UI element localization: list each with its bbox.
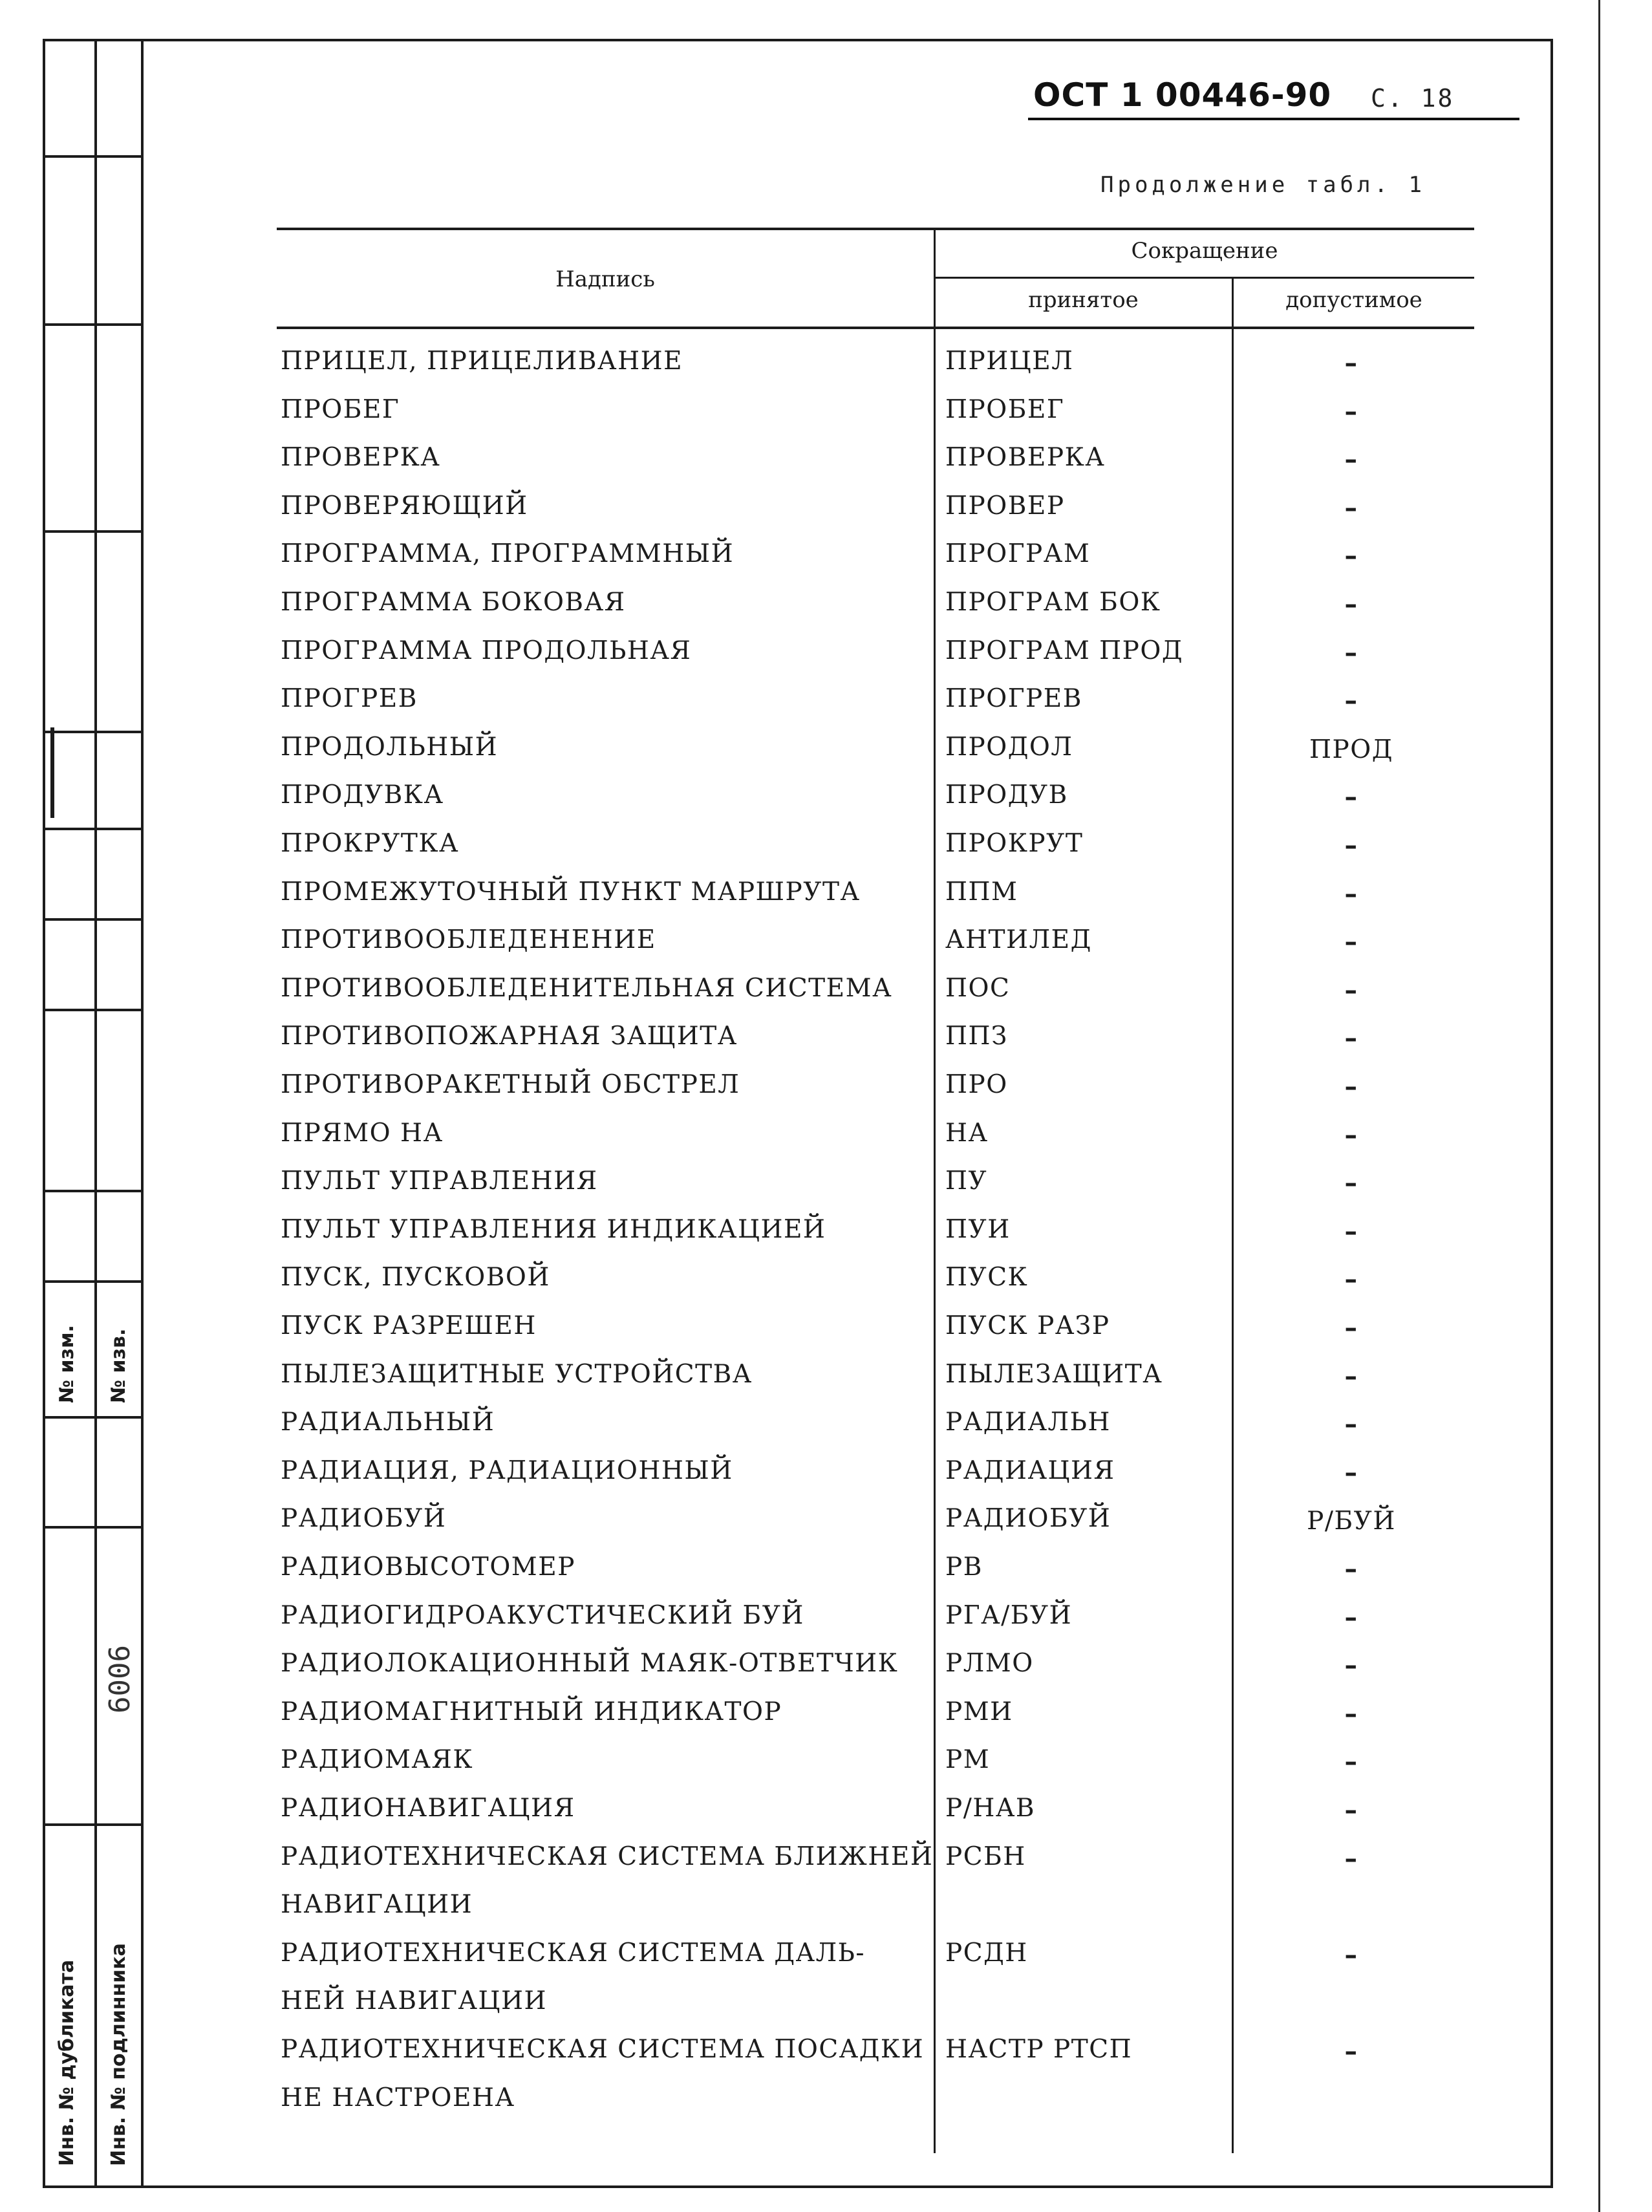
row-inscription: ПРОТИВОПОЖАРНАЯ ЗАЩИТА [281, 1022, 738, 1051]
row-accepted-abbreviation: ПРОБЕГ [945, 394, 1065, 424]
row-allowed-abbreviation: – [1344, 1458, 1358, 1488]
row-inscription: ПУСК РАЗРЕШЕН [281, 1311, 537, 1340]
row-inscription: ПРЯМО НА [281, 1118, 444, 1148]
row-inscription: РАДИОВЫСОТОМЕР [281, 1552, 575, 1582]
row-inscription: ПРОВЕРКА [281, 443, 441, 473]
row-allowed-abbreviation: – [1344, 1603, 1358, 1633]
row-allowed-abbreviation: – [1344, 542, 1358, 572]
row-accepted-abbreviation: ПРОВЕР [945, 491, 1065, 521]
row-inscription: ПРОМЕЖУТОЧНЫЙ ПУНКТ МАРШРУТА [281, 877, 861, 907]
row-allowed-abbreviation: – [1344, 397, 1358, 427]
row-allowed-abbreviation: – [1344, 1217, 1358, 1247]
document-code: ОСТ 1 00446-90 [1033, 76, 1332, 114]
row-accepted-abbreviation: ПРОДУВ [945, 780, 1068, 810]
row-allowed-abbreviation: – [1344, 783, 1358, 813]
row-inscription: РАДИОТЕХНИЧЕСКАЯ СИСТЕМА БЛИЖНЕЙ [281, 1842, 934, 1871]
row-accepted-abbreviation: ПРОГРЕВ [945, 684, 1082, 714]
row-accepted-abbreviation: ПРО [945, 1070, 1008, 1099]
row-accepted-abbreviation: РМ [945, 1745, 991, 1775]
inventory-number: 6006 [103, 1645, 136, 1713]
header-underline [1028, 118, 1519, 120]
margin-outer-line [43, 39, 45, 2187]
row-inscription: РАДИОЛОКАЦИОННЫЙ МАЯК-ОТВЕТЧИК [281, 1649, 899, 1679]
row-inscription: ПРОДОЛЬНЫЙ [281, 732, 499, 762]
row-inscription: ПРОГРАММА ПРОДОЛЬНАЯ [281, 636, 692, 665]
row-accepted-abbreviation: АНТИЛЕД [945, 925, 1092, 955]
row-accepted-abbreviation: ПРОДОЛ [945, 732, 1073, 762]
page-number: С. 18 [1371, 84, 1455, 113]
row-accepted-abbreviation: ПОС [945, 973, 1011, 1003]
row-allowed-abbreviation: – [1344, 1314, 1358, 1343]
row-allowed-abbreviation: – [1344, 1024, 1358, 1054]
row-allowed-abbreviation: – [1344, 638, 1358, 668]
row-accepted-abbreviation: ПРОГРАМ БОК [945, 588, 1161, 617]
duplicate-inventory-label: Инв. № дубликата [56, 1959, 78, 2166]
row-inscription: РАДИАЛЬНЫЙ [281, 1408, 495, 1437]
row-inscription: РАДИОМАЯК [281, 1745, 474, 1775]
row-accepted-abbreviation: ПУСК [945, 1263, 1029, 1293]
row-accepted-abbreviation: ПУ [945, 1166, 988, 1196]
row-allowed-abbreviation: – [1344, 349, 1358, 378]
row-accepted-abbreviation: ППМ [945, 877, 1018, 907]
row-inscription: РАДИОТЕХНИЧЕСКАЯ СИСТЕМА ДАЛЬ- [281, 1938, 866, 1968]
row-inscription: ПЫЛЕЗАЩИТНЫЕ УСТРОЙСТВА [281, 1359, 753, 1389]
frame-right-border [1550, 39, 1553, 2187]
table-top-rule [277, 228, 1474, 230]
page-edge-line [1598, 0, 1600, 2212]
row-accepted-abbreviation: Р/НАВ [945, 1794, 1036, 1823]
original-inventory-label: Инв. № подлинника [107, 1943, 130, 2166]
row-inscription: ПРОТИВООБЛЕДЕНЕНИЕ [281, 925, 656, 955]
row-accepted-abbreviation: РЛМО [945, 1649, 1034, 1679]
row-allowed-abbreviation: – [1344, 446, 1358, 475]
table-continuation-caption: Продолжение табл. 1 [1100, 172, 1426, 198]
row-allowed-abbreviation: – [1344, 687, 1358, 716]
row-inscription: ПУЛЬТ УПРАВЛЕНИЯ ИНДИКАЦИЕЙ [281, 1214, 826, 1244]
row-allowed-abbreviation: – [1344, 1073, 1358, 1102]
row-accepted-abbreviation: РАДИАЦИЯ [945, 1455, 1115, 1485]
header-bottom-rule [277, 327, 1474, 329]
row-inscription: ПРОВЕРЯЮЩИЙ [281, 491, 528, 521]
row-allowed-abbreviation: – [1344, 1265, 1358, 1295]
row-inscription: НЕЙ НАВИГАЦИИ [281, 1986, 547, 2016]
row-accepted-abbreviation: РСДН [945, 1938, 1028, 1968]
row-allowed-abbreviation: – [1344, 1940, 1358, 1970]
row-allowed-abbreviation: – [1344, 832, 1358, 861]
row-accepted-abbreviation: РАДИОБУЙ [945, 1504, 1111, 1534]
row-allowed-abbreviation: – [1344, 1362, 1358, 1391]
row-inscription: ПРОТИВООБЛЕДЕНИТЕЛЬНАЯ СИСТЕМА [281, 973, 893, 1003]
row-inscription: РАДИОНАВИГАЦИЯ [281, 1794, 575, 1823]
row-allowed-abbreviation: Р/БУЙ [1307, 1507, 1396, 1536]
frame-top-border [144, 39, 1553, 41]
row-allowed-abbreviation: – [1344, 976, 1358, 1005]
row-inscription: ПРОГРАММА, ПРОГРАММНЫЙ [281, 539, 735, 569]
header-inscription: Надпись [555, 266, 655, 292]
frame-bottom-border [43, 2185, 1553, 2188]
row-inscription: ПРИЦЕЛ, ПРИЦЕЛИВАНИЕ [281, 347, 683, 376]
row-accepted-abbreviation: ПРОКРУТ [945, 829, 1084, 858]
row-inscription: ПУСК, ПУСКОВОЙ [281, 1263, 550, 1293]
row-allowed-abbreviation: – [1344, 1651, 1358, 1681]
row-accepted-abbreviation: РГА/БУЙ [945, 1600, 1073, 1630]
row-accepted-abbreviation: ПРИЦЕЛ [945, 347, 1074, 376]
row-accepted-abbreviation: ПРОГРАМ [945, 539, 1091, 569]
row-accepted-abbreviation: НАСТР РТСП [945, 2035, 1133, 2064]
column-divider-1 [934, 228, 936, 2153]
row-inscription: ПРОБЕГ [281, 394, 400, 424]
row-allowed-abbreviation: – [1344, 1121, 1358, 1150]
row-inscription: НАВИГАЦИИ [281, 1890, 473, 1920]
row-inscription: ПРОГРАММА БОКОВАЯ [281, 588, 626, 617]
row-inscription: ПРОТИВОРАКЕТНЫЙ ОБСТРЕЛ [281, 1070, 740, 1099]
header-accepted: принятое [1028, 287, 1139, 313]
row-inscription: РАДИОГИДРОАКУСТИЧЕСКИЙ БУЙ [281, 1600, 804, 1630]
margin-mid-line [94, 39, 97, 2187]
row-allowed-abbreviation: – [1344, 879, 1358, 909]
row-inscription: ПРОКРУТКА [281, 829, 460, 858]
row-accepted-abbreviation: РАДИАЛЬН [945, 1408, 1111, 1437]
row-accepted-abbreviation: ППЗ [945, 1022, 1008, 1051]
row-inscription: РАДИОТЕХНИЧЕСКАЯ СИСТЕМА ПОСАДКИ [281, 2035, 925, 2064]
row-inscription: НЕ НАСТРОЕНА [281, 2083, 515, 2112]
row-accepted-abbreviation: ПУИ [945, 1214, 1011, 1244]
row-inscription: ПРОДУВКА [281, 780, 444, 810]
row-allowed-abbreviation: – [1344, 493, 1358, 523]
row-allowed-abbreviation: – [1344, 1410, 1358, 1440]
row-allowed-abbreviation: – [1344, 590, 1358, 619]
row-accepted-abbreviation: РВ [945, 1552, 983, 1582]
row-inscription: ПУЛЬТ УПРАВЛЕНИЯ [281, 1166, 598, 1196]
row-allowed-abbreviation: – [1344, 1844, 1358, 1874]
row-accepted-abbreviation: ПУСК РАЗР [945, 1311, 1110, 1340]
row-allowed-abbreviation: – [1344, 2037, 1358, 2067]
row-allowed-abbreviation: – [1344, 1748, 1358, 1777]
row-accepted-abbreviation: ПРОГРАМ ПРОД [945, 636, 1184, 665]
row-allowed-abbreviation: – [1344, 1169, 1358, 1199]
frame-left-border [141, 39, 144, 2187]
row-accepted-abbreviation: РМИ [945, 1697, 1013, 1726]
row-inscription: РАДИАЦИЯ, РАДИАЦИОННЫЙ [281, 1455, 733, 1485]
row-accepted-abbreviation: ПЫЛЕЗАЩИТА [945, 1359, 1163, 1389]
notice-number-label: № изв. [107, 1328, 130, 1403]
header-abbreviation: Сокращение [1131, 238, 1278, 264]
change-number-label: № изм. [56, 1325, 78, 1403]
row-allowed-abbreviation: – [1344, 928, 1358, 958]
row-inscription: РАДИОМАГНИТНЫЙ ИНДИКАТОР [281, 1697, 782, 1726]
row-allowed-abbreviation: – [1344, 1796, 1358, 1825]
row-accepted-abbreviation: НА [945, 1118, 989, 1148]
row-allowed-abbreviation: ПРОД [1309, 735, 1393, 764]
row-inscription: ПРОГРЕВ [281, 684, 418, 714]
row-allowed-abbreviation: – [1344, 1555, 1358, 1584]
abbreviation-subheader-rule [935, 277, 1474, 279]
row-accepted-abbreviation: ПРОВЕРКА [945, 443, 1106, 473]
row-inscription: РАДИОБУЙ [281, 1504, 447, 1534]
row-accepted-abbreviation: РСБН [945, 1842, 1026, 1871]
row-allowed-abbreviation: – [1344, 1699, 1358, 1729]
header-allowed: допустимое [1285, 287, 1422, 313]
